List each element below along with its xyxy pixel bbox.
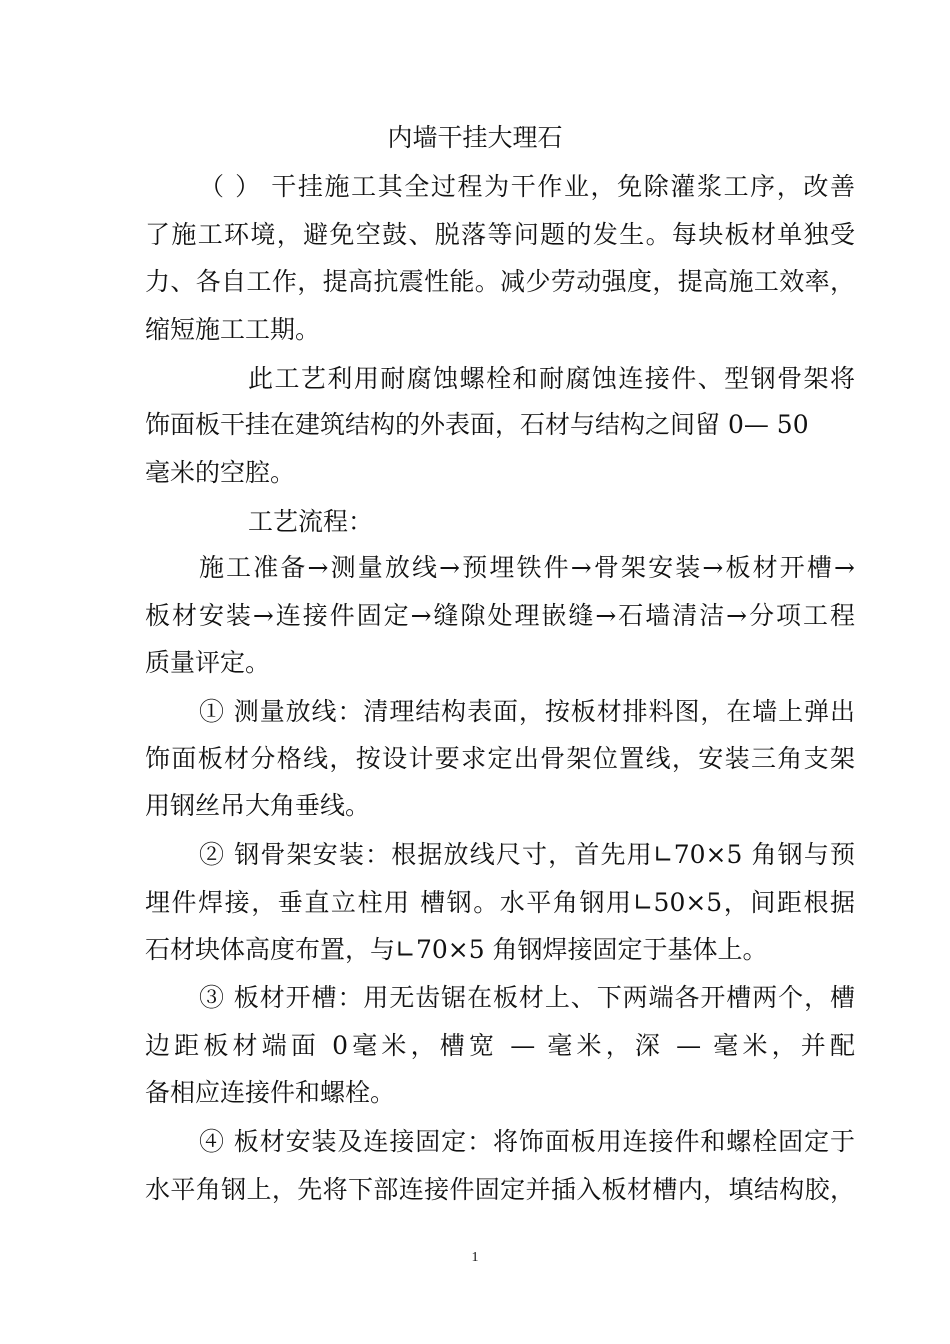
text-line: 水平角钢上，先将下部连接件固定并插入板材槽内，填结构胶， (145, 1175, 855, 1204)
text-line: 备相应连接件和螺栓。 (145, 1078, 396, 1107)
text-line: 毫米的空腔。 (145, 458, 296, 487)
text-line: 石材块体高度布置，与∟70×5 角钢焊接固定于基体上。 (145, 935, 768, 964)
text-line: 板材安装→连接件固定→缝隙处理嵌缝→石墙清洁→分项工程 (145, 601, 855, 630)
text-line: 施工准备→测量放线→预埋铁件→骨架安装→板材开槽→ (199, 553, 855, 582)
text-line: 工艺流程： (248, 507, 374, 536)
page-number: 1 (471, 1250, 479, 1265)
text-line: ① 测量放线：清理结构表面，按板材排料图，在墙上弹出 (199, 697, 855, 726)
text-line: 埋件焊接，垂直立柱用 槽钢。水平角钢用∟50×5，间距根据 (145, 888, 855, 917)
text-line: 用钢丝吊大角垂线。 (145, 791, 371, 820)
document-title: 内墙干挂大理石 (387, 123, 563, 152)
text-line: 质量评定。 (145, 648, 271, 677)
text-line: 缩短施工工期。 (145, 315, 321, 344)
text-line: 饰面板干挂在建筑结构的外表面，石材与结构之间留 0— 50 (145, 410, 809, 439)
text-line: ④ 板材安装及连接固定：将饰面板用连接件和螺栓固定于 (199, 1127, 855, 1156)
text-line: 了施工环境，避免空鼓、脱落等问题的发生。每块板材单独受 (145, 220, 855, 249)
text-line: 此工艺利用耐腐蚀螺栓和耐腐蚀连接件、型钢骨架将 (248, 364, 855, 393)
text-line: ③ 板材开槽：用无齿锯在板材上、下两端各开槽两个，槽 (199, 983, 855, 1012)
text-line: （ ） 干挂施工其全过程为干作业，免除灌浆工序，改善 (199, 172, 855, 201)
text-line: 边距板材端面 0毫米，槽宽 — 毫米，深 — 毫米，并配 (145, 1031, 855, 1060)
text-line: 饰面板材分格线，按设计要求定出骨架位置线，安装三角支架 (145, 744, 855, 773)
text-line: 力、各自工作，提高抗震性能。减少劳动强度，提高施工效率， (145, 267, 855, 296)
text-line: ② 钢骨架安装：根据放线尺寸，首先用∟70×5 角钢与预 (199, 840, 855, 869)
